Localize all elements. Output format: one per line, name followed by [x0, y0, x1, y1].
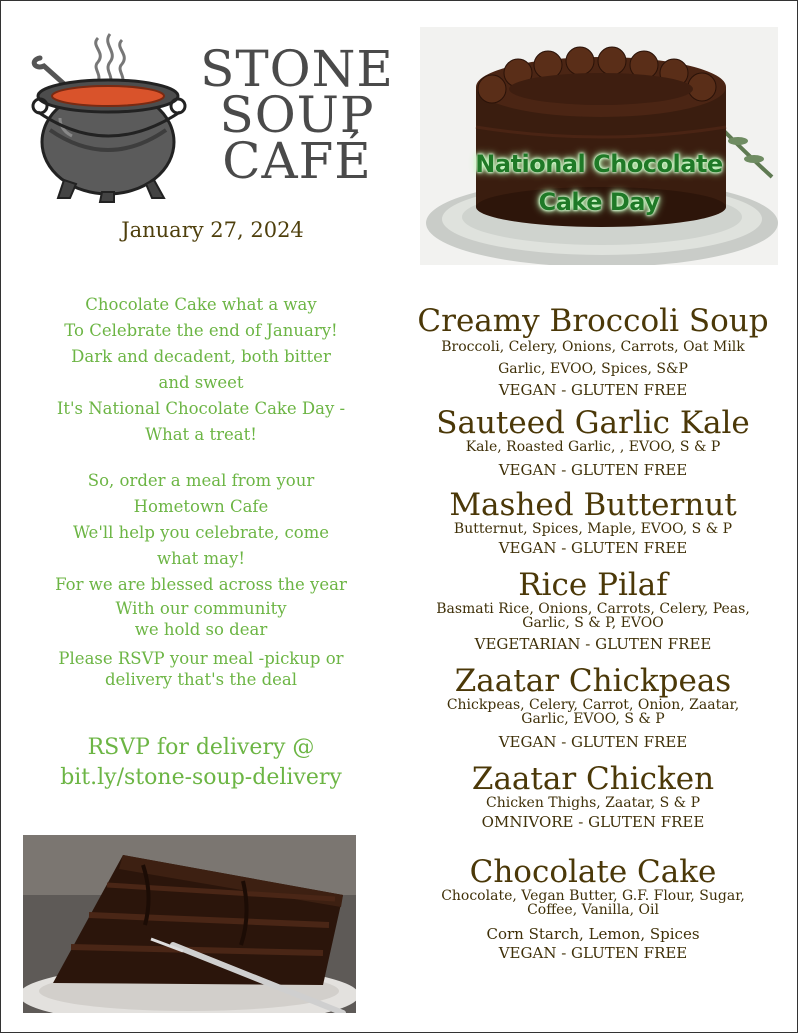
dish-ingredients [405, 796, 781, 810]
dish-name: Zaatar Chicken [471, 761, 715, 797]
poem-line: With our community [115, 599, 287, 618]
ingredient-line: Garlic, S & P, EVOO [522, 615, 664, 631]
menu-item-rice-pilaf [405, 568, 781, 654]
poem-line: delivery that's the deal [104, 670, 298, 689]
hero-title-line: National Chocolate [475, 150, 723, 178]
poem-line: We'll help you celebrate, come [72, 523, 330, 542]
ingredient-line: Chicken Thighs, Zaatar, S & P [486, 795, 700, 811]
menu-item-creamy-broccoli-soup [405, 304, 781, 400]
dish-name: Mashed Butternut [449, 487, 737, 523]
cafe-logo-text [192, 40, 402, 190]
date: January 27, 2024 [121, 218, 304, 242]
hero-title-line: Cake Day [538, 188, 660, 216]
dish-tag: VEGAN - GLUTEN FREE [498, 461, 688, 479]
ingredient-line: Garlic, EVOO, S & P [521, 711, 665, 727]
dish-name: Sauteed Garlic Kale [436, 405, 750, 441]
ingredient-line: Kale, Roasted Garlic, , EVOO, S & P [465, 439, 721, 455]
soup-pot-icon [20, 30, 200, 205]
cake-slice-photo [23, 835, 356, 1013]
ingredient-line: Broccoli, Celery, Onions, Carrots, Oat Milk [441, 339, 745, 355]
dish-ingredients [405, 522, 781, 536]
poem-line: Dark and decadent, both bitter [71, 347, 331, 366]
menu-item-sauteed-garlic-kale [405, 406, 781, 480]
dish-tag: VEGAN - GLUTEN FREE [498, 944, 688, 962]
ingredient-line: Butternut, Spices, Maple, EVOO, S & P [453, 521, 733, 537]
ingredient-line: Coffee, Vanilla, Oil [527, 902, 659, 918]
rsvp-line: RSVP for delivery @ [87, 735, 315, 760]
hero-title [420, 145, 778, 221]
poem-line: Please RSVP your meal -pickup or [58, 649, 344, 668]
dish-tag: VEGAN - GLUTEN FREE [498, 539, 688, 557]
logo-line: SOUP [219, 86, 375, 144]
poem-line: we hold so dear [134, 620, 268, 639]
ingredient-line: Chocolate, Vegan Butter, G.F. Flour, Sugar, [441, 888, 745, 904]
poem-line: Chocolate Cake what a way [85, 295, 317, 314]
dish-name: Zaatar Chickpeas [454, 663, 732, 699]
hero-image [420, 27, 778, 265]
menu-item-chocolate-cake [405, 855, 781, 963]
dish-ingredients [405, 698, 781, 726]
dish-name: Chocolate Cake [469, 854, 717, 890]
poem-line: What a treat! [145, 425, 257, 444]
logo-line: STONE [200, 40, 394, 98]
dish-ingredients [405, 889, 781, 943]
poem-line: To Celebrate the end of January! [64, 321, 338, 340]
poem [26, 292, 376, 690]
poem-line: Hometown Cafe [133, 497, 269, 516]
rsvp-link[interactable]: bit.ly/stone-soup-delivery [60, 765, 342, 790]
poem-line: It's National Chocolate Cake Day - [56, 399, 346, 418]
dish-ingredients [405, 602, 781, 630]
poem-line: For we are blessed across the year [55, 575, 347, 594]
poem-line: So, order a meal from your [87, 471, 315, 490]
dish-tag: VEGAN - GLUTEN FREE [498, 733, 688, 751]
ingredient-line: Garlic, EVOO, Spices, S&P [498, 361, 688, 377]
poem-line: and sweet [158, 373, 244, 392]
dish-tag: OMNIVORE - GLUTEN FREE [481, 813, 705, 831]
dish-name: Creamy Broccoli Soup [417, 303, 769, 339]
dish-ingredients [405, 340, 781, 376]
poem-line: what may! [157, 549, 245, 568]
dish-ingredients [405, 440, 781, 454]
ingredient-line: Chickpeas, Celery, Carrot, Onion, Zaatar, [446, 697, 740, 713]
menu-item-mashed-butternut [405, 488, 781, 558]
menu-item-zaatar-chickpeas [405, 664, 781, 752]
dish-tag: VEGAN - GLUTEN FREE [498, 381, 688, 399]
rsvp-callout [18, 733, 384, 793]
ingredient-line: Corn Starch, Lemon, Spices [486, 925, 700, 943]
dish-tag: VEGETARIAN - GLUTEN FREE [474, 635, 712, 653]
menu-item-zaatar-chicken [405, 762, 781, 832]
logo-line: CAFÉ [222, 132, 372, 190]
dish-name: Rice Pilaf [518, 567, 668, 603]
ingredient-line: Basmati Rice, Onions, Carrots, Celery, Peas, [436, 601, 750, 617]
